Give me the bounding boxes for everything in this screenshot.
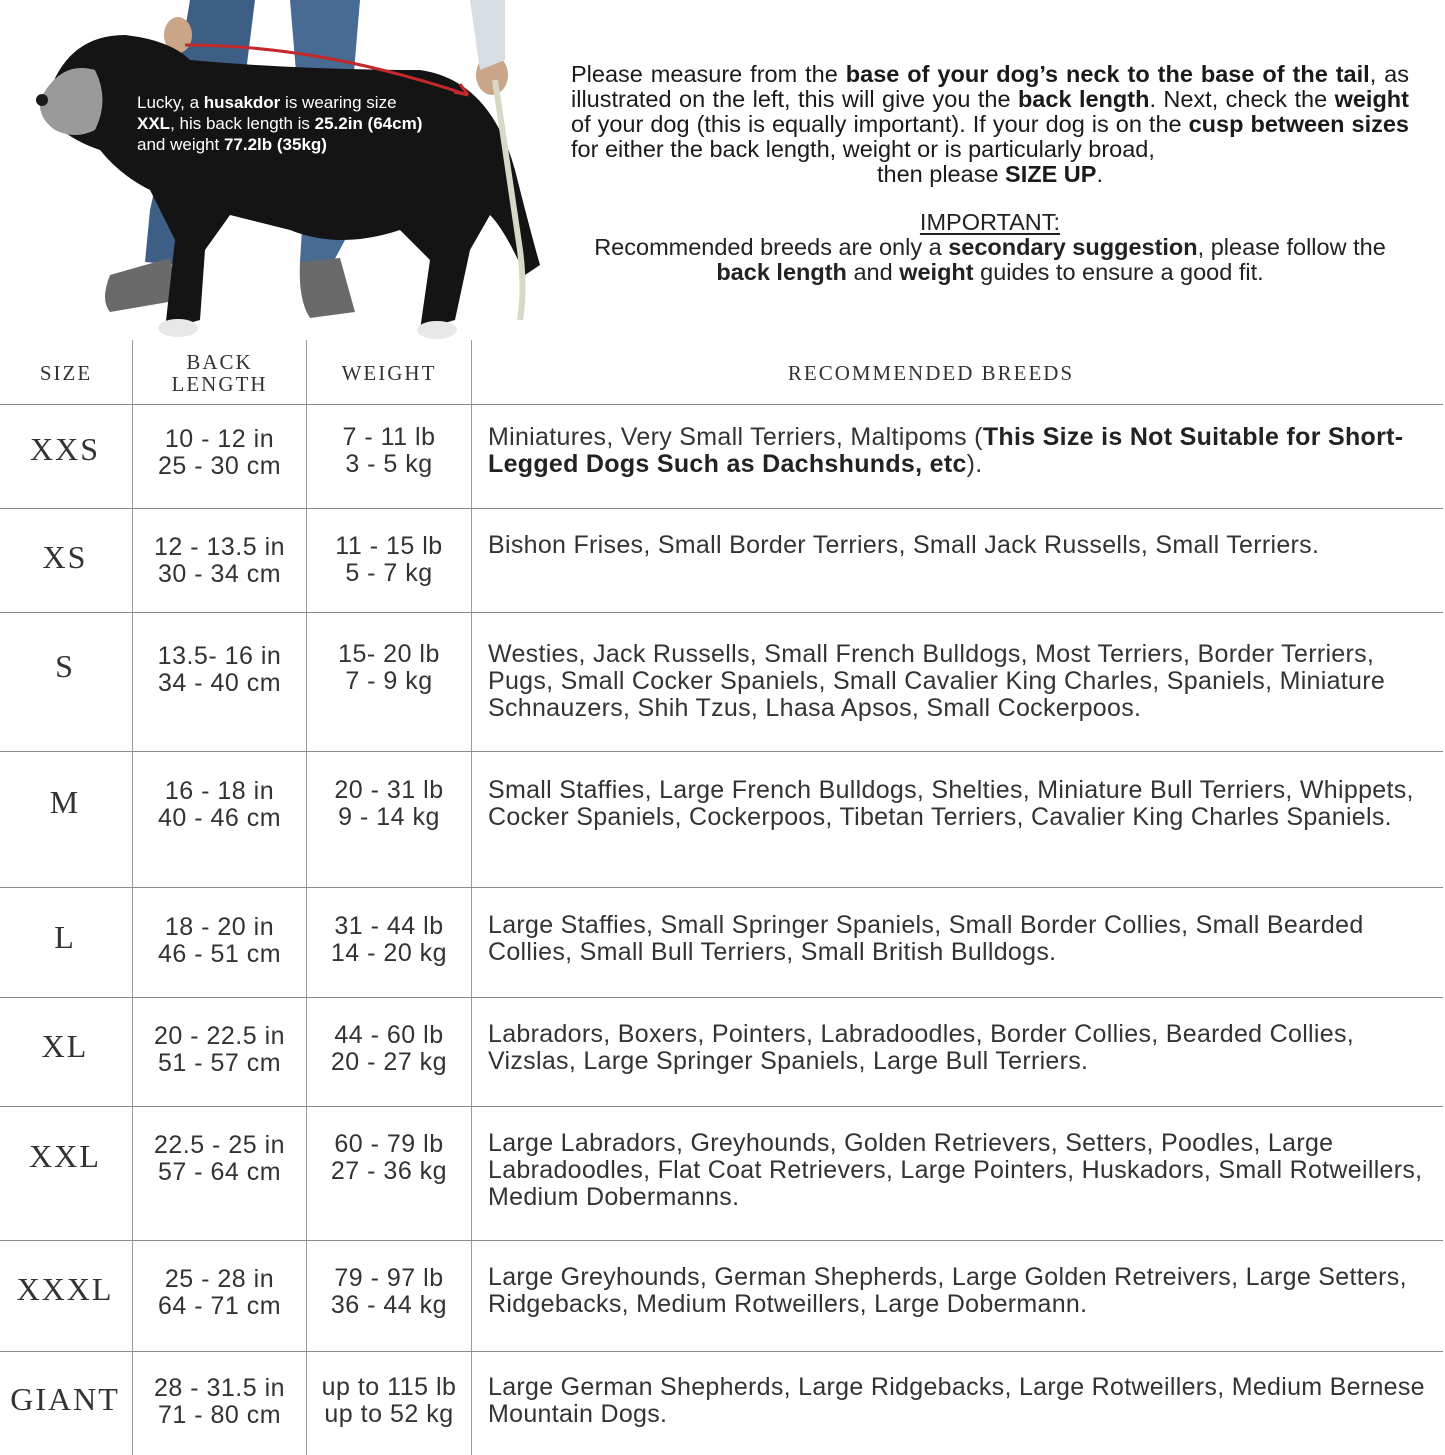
weight-cell [307, 1265, 471, 1319]
weight-kg: 9 - 14 kg [338, 803, 440, 831]
important-bold: secondary suggestion [948, 234, 1198, 260]
caption-text: , his back length is [170, 114, 315, 133]
row-divider [0, 1351, 1443, 1352]
photo-caption [137, 92, 477, 155]
weight-cell [307, 1374, 471, 1428]
weight-cell [307, 1022, 471, 1076]
row-divider [0, 997, 1443, 998]
weight-lb: 15- 20 lb [338, 640, 440, 668]
caption-text: is wearing size [280, 93, 397, 112]
row-divider [0, 508, 1443, 509]
back-length-cell [133, 1266, 306, 1320]
length-in: 28 - 31.5 in [153, 1374, 286, 1402]
length-in: 10 - 12 in [164, 425, 275, 453]
back-length-cell [133, 1132, 306, 1186]
caption-size: XXL [137, 114, 171, 133]
length-in: 22.5 - 25 in [153, 1131, 286, 1159]
breeds-text: ). [966, 450, 983, 478]
intro-text: . Next, check the [1149, 86, 1335, 112]
back-length-cell [133, 643, 306, 697]
breeds-cell: Large German Shepherds, Large Ridgebacks, Large Rotweillers, Medium Bernese Mountain Dogs. [488, 1373, 1425, 1428]
breeds-cell: Large Greyhounds, German Shepherds, Large Golden Retreivers, Large Setters, Ridgebacks, Medium Rotweillers, Large Dobermann. [488, 1263, 1407, 1318]
weight-lb: up to 115 lb [321, 1373, 457, 1401]
size-cell: S [55, 648, 75, 684]
size-cell: M [49, 784, 81, 820]
caption-breed: husakdor [203, 93, 281, 112]
size-cell: GIANT [10, 1381, 120, 1417]
weight-cell [307, 777, 471, 831]
breeds-cell: Large Labradors, Greyhounds, Golden Retrievers, Setters, Poodles, Large Labradoodles, Flat Coat Retrievers, Large Pointers, Huskadors, Small Rotweillers, Medium Dobermanns. [488, 1129, 1423, 1211]
length-in: 18 - 20 in [164, 913, 275, 941]
weight-kg: 27 - 36 kg [330, 1157, 448, 1185]
caption-weight: 77.2lb (35kg) [223, 135, 327, 154]
breeds-cell [488, 424, 1436, 478]
weight-kg: 14 - 20 kg [330, 939, 448, 967]
back-length-cell [133, 778, 306, 832]
length-in: 13.5- 16 in [157, 642, 282, 670]
row-divider [0, 751, 1443, 752]
length-cm: 40 - 46 cm [157, 804, 282, 832]
length-cm: 71 - 80 cm [157, 1401, 282, 1429]
important-bold: weight [899, 259, 974, 285]
header-length-label: LENGTH [171, 372, 268, 396]
important-heading: IMPORTANT: [919, 209, 1061, 235]
size-cell: XL [41, 1028, 89, 1064]
length-cm: 57 - 64 cm [157, 1158, 282, 1186]
row-divider [0, 887, 1443, 888]
length-in: 12 - 13.5 in [153, 533, 286, 561]
intro-text: for either the back length, weight or is particularly broad, [571, 136, 1155, 162]
weight-kg: 5 - 7 kg [345, 559, 433, 587]
intro-bold: back length [1017, 86, 1150, 112]
row-divider [0, 1240, 1443, 1241]
header-weight-label: WEIGHT [341, 361, 437, 385]
row-divider [0, 404, 1443, 405]
length-in: 25 - 28 in [164, 1265, 275, 1293]
size-cell: XXL [29, 1138, 101, 1174]
back-length-cell [133, 534, 306, 588]
length-cm: 34 - 40 cm [157, 669, 282, 697]
size-cell: L [54, 919, 76, 955]
weight-lb: 11 - 15 lb [335, 532, 443, 560]
weight-kg: 7 - 9 kg [345, 667, 433, 695]
length-cm: 25 - 30 cm [157, 452, 282, 480]
size-cell: XXXL [16, 1271, 114, 1307]
intro-text: . [1096, 161, 1103, 187]
weight-kg: 3 - 5 kg [345, 450, 433, 478]
back-length-cell [133, 1023, 306, 1077]
weight-lb: 20 - 31 lb [334, 776, 444, 804]
weight-kg: 36 - 44 kg [330, 1291, 448, 1319]
breeds-text: Miniatures, Very Small Terriers, Maltipoms ( [488, 423, 983, 451]
weight-cell [307, 424, 471, 478]
intro-bold: base of your dog’s neck to the base of the tail [845, 61, 1370, 87]
header-size [0, 342, 132, 404]
important-text: and [846, 259, 900, 285]
important-text: guides to ensure a good fit. [973, 259, 1264, 285]
breeds-cell: Large Staffies, Small Springer Spaniels, Small Border Collies, Small Bearded Collies, Small Bull Terriers, Small British Bulldogs. [488, 911, 1364, 966]
row-divider [0, 612, 1443, 613]
weight-lb: 44 - 60 lb [334, 1021, 444, 1049]
caption-text: Lucky, a [137, 93, 204, 112]
header-breeds-label: RECOMMENDED BREEDS [787, 361, 1075, 385]
header-size-label: SIZE [39, 361, 93, 385]
back-length-cell [133, 914, 306, 968]
length-cm: 30 - 34 cm [157, 560, 282, 588]
breeds-cell: Labradors, Boxers, Pointers, Labradoodles, Border Collies, Bearded Collies, Vizslas, Large Springer Spaniels, Large Bull Terriers. [488, 1020, 1355, 1075]
length-cm: 51 - 57 cm [157, 1049, 282, 1077]
row-divider [0, 1106, 1443, 1107]
weight-lb: 31 - 44 lb [334, 912, 444, 940]
weight-cell [307, 641, 471, 695]
weight-lb: 60 - 79 lb [334, 1130, 444, 1158]
back-length-cell [133, 426, 306, 480]
dog-measurement-photo [0, 0, 560, 350]
important-text: , please follow the [1197, 234, 1386, 260]
intro-bold: cusp between sizes [1188, 111, 1409, 137]
intro-text: then please [877, 161, 1006, 187]
intro-text: , as illustrated on the left, this will give you the [571, 61, 1409, 112]
intro-last-line [571, 162, 1409, 187]
important-bold: back length [716, 259, 847, 285]
length-cm: 46 - 51 cm [157, 940, 282, 968]
length-cm: 64 - 71 cm [157, 1292, 282, 1320]
length-in: 16 - 18 in [164, 777, 275, 805]
weight-kg: 20 - 27 kg [330, 1048, 448, 1076]
important-body [571, 235, 1409, 285]
size-cell: XXS [29, 431, 100, 467]
length-in: 20 - 22.5 in [153, 1022, 286, 1050]
weight-lb: 79 - 97 lb [334, 1264, 444, 1292]
weight-kg: up to 52 kg [324, 1400, 454, 1428]
header-breeds [472, 342, 1390, 404]
size-cell: XS [42, 539, 88, 575]
intro-bold: SIZE UP [1005, 161, 1097, 187]
important-note [571, 210, 1409, 285]
intro-bold: weight [1334, 86, 1409, 112]
breeds-cell: Westies, Jack Russells, Small French Bulldogs, Most Terriers, Border Terriers, Pugs, Small Cocker Spaniels, Small Cavalier King Charles, Spaniels, Miniature Schnauzers, Shih Tzus, Lhasa Apsos, Small Cockerpoos. [488, 640, 1386, 722]
header-back-length [133, 342, 306, 404]
caption-text: and weight [137, 135, 224, 154]
weight-cell [307, 1131, 471, 1185]
measurement-instructions [571, 62, 1409, 187]
breeds-cell: Bishon Frises, Small Border Terriers, Small Jack Russells, Small Terriers. [488, 531, 1320, 559]
caption-length: 25.2in (64cm) [314, 114, 423, 133]
header-weight [307, 342, 471, 404]
breeds-cell: Small Staffies, Large French Bulldogs, Shelties, Miniature Bull Terriers, Whippets, Cocker Spaniels, Cockerpoos, Tibetan Terriers, Cavalier King Charles Spaniels. [488, 776, 1414, 831]
weight-lb: 7 - 11 lb [342, 423, 436, 451]
intro-text: Please measure from the [571, 61, 846, 87]
intro-text: of your dog (this is equally important). If your dog is on the [571, 111, 1189, 137]
breeds-warning: This Size is Not Suitable for Short-Legged Dogs Such as Dachshunds, etc [488, 423, 1404, 478]
weight-cell [307, 533, 471, 587]
back-length-cell [133, 1375, 306, 1429]
dog-illustration [0, 0, 560, 350]
header-back-label: BACK [186, 350, 253, 374]
weight-cell [307, 913, 471, 967]
important-text: Recommended breeds are only a [594, 234, 949, 260]
